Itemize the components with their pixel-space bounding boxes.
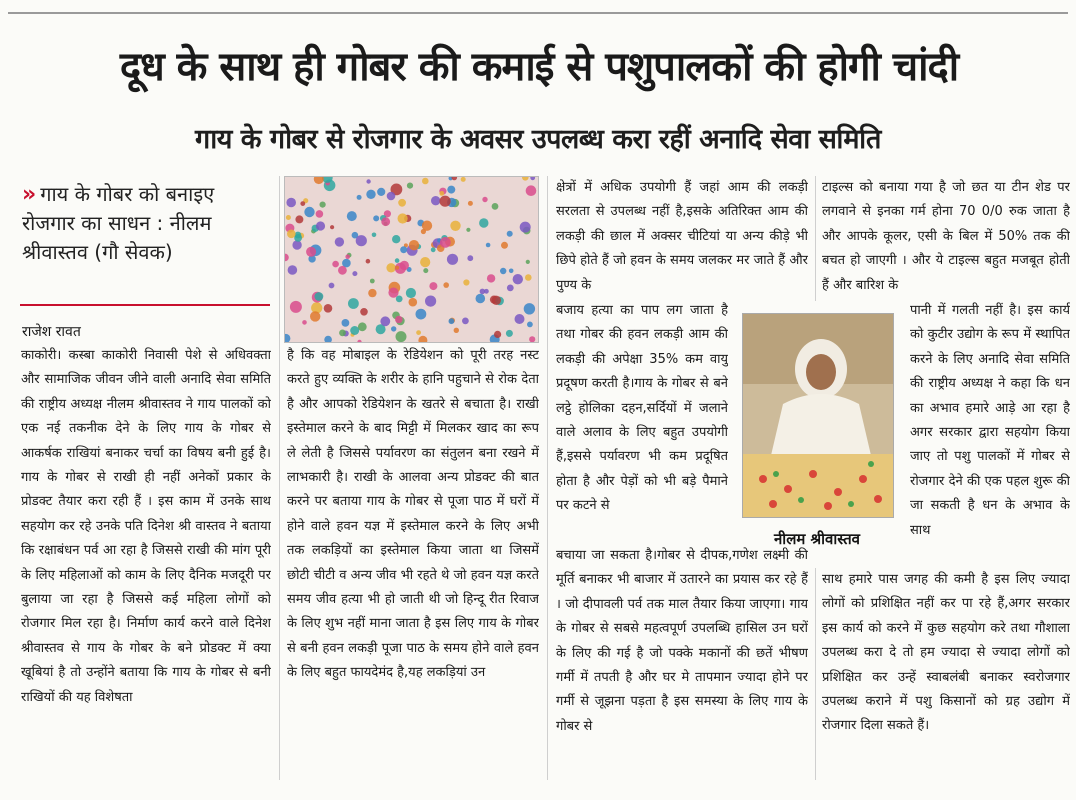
sidebar-divider [20,304,270,306]
photo-caption: नीलम श्रीवास्तव [773,530,861,548]
article-column-1: काकोरी। कस्बा काकोरी निवासी पेशे से अधिवक्ता और सामाजिक जीवन जीने वाली अनादि सेवा समिति की राष्ट्रीय अध्यक्ष नीलम श्रीवास्तव ने गाय पालकों को एक नई तकनीक देने के लिए गाय के गोबर से आकर्षक राखियां बनाकर चर्चा का विषय बनी हुई है। गाय के गोबर से राखी ही नहीं अनेकों प्रकार के प्रोडक्ट तैयार करा रही हैं । इस काम में उनके साथ सहयोग कर रहे उनके पति दिनेश श्री वास्तव ने बताया कि रक्षाबंधन पर्व आ रहा है जिससे राखी की मांग पूरी के लिए महिलाओं को काम के लिए दैनिक मजदूरी पर बुलाया जा रहा है जिससे कई महिला लोगों को रोजगार मिल रहा है। निर्माण कार्य करने वाले दिनेश श्रीवास्तव से गाय के गोबर के बने प्रोडक्ट में क्या खूबियां है तो उन्होंने बताया कि गाय के गोबर से बनी राखियों की यह विशेषता [21,348,271,705]
byline: राजेश रावत [22,324,81,340]
rakhi-photo-image [285,177,538,342]
column-divider [815,568,816,780]
column-divider [547,176,548,780]
column-divider [815,176,816,301]
article-column-4-middle: पानी में गलती नहीं है। इस कार्य को कुटीर उद्योग के रूप में स्थापित करने के लिए अनादि सेवा समिति की राष्ट्रीय अध्यक्ष ने कहा कि धन का अभाव हमारे आड़े आ रहा है अगर सरकार द्वारा सहयोग किया जाए तो पशु पालकों में गोबर से रोजगार देने की एक पहल शुरू की जा सकती है धन के अभाव के साथ [910,303,1070,538]
article-column-3-middle: बजाय हत्या का पाप लग जाता है तथा गोबर की हवन लकड़ी आम की लकड़ी की अपेक्षा 35% कम वायु प्रदूषण करती है।गाय के गोबर से बने लट्ठे होलिका दहन,सर्दियों में जलाने वाले अलाव के लिए बहुत उपयोगी हैं,इससे पर्यावरण भी कम प्रदूषित होता है और पेड़ों को भी बड़े पैमाने पर कटने से [556,303,728,514]
article-column-4-top: टाइल्स को बनाया गया है जो छत या टीन शेड पर लगवाने से इनका गर्म होना 70 0/0 रुक जाता है और आपके कूलर, एसी के बिल में 50% तक की बचत हो जाएगी । और ये टाइल्स बहुत मजबूत होती हैं और बारिश के [822,180,1070,293]
subheadline: गाय के गोबर से रोजगार के अवसर उपलब्ध करा रहीं अनादि सेवा समिति [195,124,881,155]
article-column-4-bottom: साथ हमारे पास जगह की कमी है इस लिए ज्यादा लोगों को प्रशिक्षित नहीं कर पा रहे हैं,अगर सरकार इस कार्य को करने में कुछ सहयोग करे तथा गौशाला उपलब्ध करा दे तो हम ज्यादा से ज्यादा लोगों को प्रशिक्षित कर उन्हें स्वाबलंबी बनाकर स्वरोजगार उपलब्ध कराने में पशु किसानों को ग्रह उद्योग में रोजगार दिला सकते हैं। [822,572,1070,734]
portrait-photo [742,313,894,518]
article-column-3-bottom: बचाया जा सकता है।गोबर से दीपक,गणेश लक्ष्मी की मूर्ति बनाकर भी बाजार में उतारने का प्रयास कर रहे हैं । जो दीपावली पर्व तक माल तैयार किया जाएगा। गाय के गोबर से सबसे महत्वपूर्ण उपलब्धि हासिल उन घरों के लिए की गई है जो पक्के मकानों की छतें भीषण गर्मी में तपती है और घर मे तापमान ज्यादा होने पर गर्मी से जूझना पड़ता है इस समस्या के लिए गाय के गोबर से [556,548,808,734]
article-column-3-top: क्षेत्रों में अधिक उपयोगी हैं जहां आम की लकड़ी सरलता से उपलब्ध नहीं है,इसके अतिरिक्त आम की लकड़ी की छाल में अक्सर चीटियां या अन्य कीड़े भी छिपे होते हैं जो हवन के समय जलकर मर जाते हैं और पुण्य के [556,180,808,293]
portrait-photo-image [743,314,893,517]
sidebar-heading [22,180,272,267]
article-column-2: है कि वह मोबाइल के रेडियेशन को पूरी तरह नस्ट करते हुए व्यक्ति के शरीर के हानि पहुचाने से रोक देता है और आपको रेडियेशन के खतरे से बचाता है। राखी इस्तेमाल करने के बाद मिट्टी में मिलकर खाद का रूप ले लेती है जिससे पर्यावरण का संतुलन बना रखने में लाभकारी है। राखी के आलवा अन्य प्रोडक्ट की बात करने पर बताया गाय के गोबर से पूजा पाठ में घरों में होने वाले हवन यज्ञ में इस्तेमाल करने के लिए अभी तक लकड़ियों का इस्तेमाल किया जाता था जिसमें छोटी चीटी व अन्य जीव भी रहते थे जो हवन यज्ञ करते समय जीव हत्या भी हो जाती थी जो हिन्दू रीत रिवाज के लिए शुभ नहीं माना जाता है इस लिए गाय के गोबर से बनी हवन लकड़ी पूजा पाठ के समय होने वाले हवन के लिए बहुत फायदेमंद है,यह लकड़ियां उन [287,348,539,681]
headline: दूध के साथ ही गोबर की कमाई से पशुपालकों की होगी चांदी [119,44,959,90]
sidebar-heading-text: गाय के गोबर को बनाइए रोजगार का साधन : नीलम श्रीवास्तव (गौ सेवक) [22,182,215,264]
chevron-right-icon: » [22,182,37,207]
rakhi-photo [284,176,539,343]
top-rule [8,12,1068,14]
column-divider [279,176,280,780]
